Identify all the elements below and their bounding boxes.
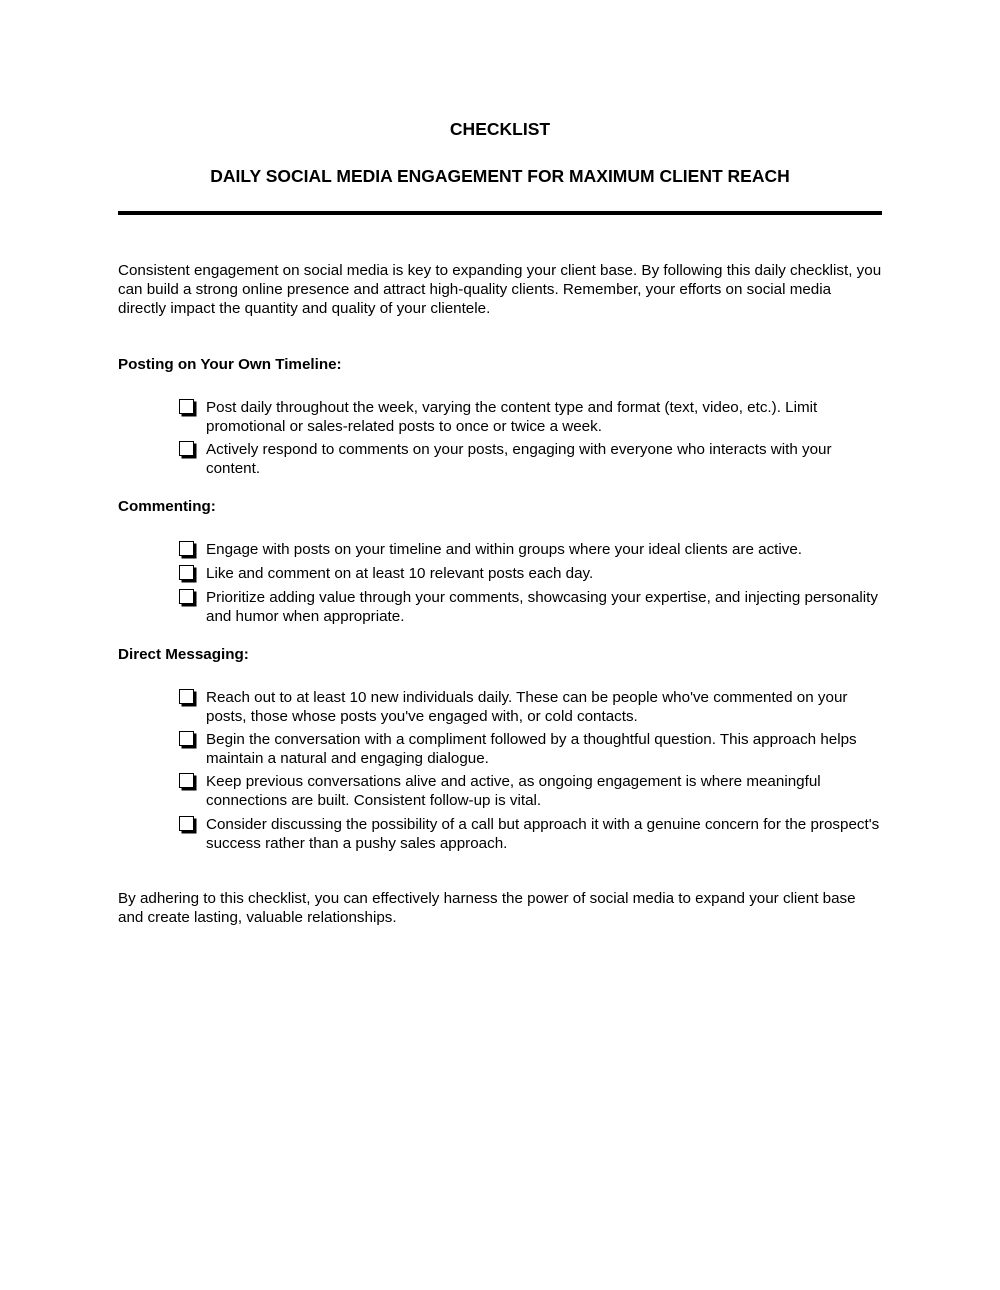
section-heading-commenting: Commenting: (118, 498, 216, 515)
empty-checkbox-icon[interactable] (179, 731, 194, 746)
checklist-item-text: Actively respond to comments on your posts, engaging with everyone who interacts with your content. (206, 441, 832, 477)
empty-checkbox-icon[interactable] (179, 589, 194, 604)
checklist-item (179, 398, 884, 436)
checklist-item-text: Post daily throughout the week, varying the content type and format (text, video, etc.). Limit promotional or sales-related posts to once or twice a week. (206, 399, 818, 435)
title-divider (118, 211, 882, 215)
checklist-item-text: Prioritize adding value through your comments, showcasing your expertise, and injecting personality and humor when appropriate. (206, 589, 878, 625)
document-title: CHECKLIST (449, 119, 551, 139)
checklist-item (179, 688, 884, 726)
empty-checkbox-icon[interactable] (179, 816, 194, 831)
intro-paragraph: Consistent engagement on social media is key to expanding your client base. By following this daily checklist, you can build a strong online presence and attract high-quality clients. Remember, your efforts on social media directly impact the quantity and quality of your clientele. (118, 262, 882, 317)
section-heading-direct-messaging: Direct Messaging: (118, 646, 249, 663)
checklist-item (179, 440, 884, 478)
checklist-item (179, 540, 884, 559)
checklist-item-text: Consider discussing the possibility of a call but approach it with a genuine concern for the prospect's success rather than a pushy sales approach. (206, 816, 880, 852)
checklist-item (179, 772, 884, 810)
section-heading-posting: Posting on Your Own Timeline: (118, 356, 342, 373)
checklist-item-text: Keep previous conversations alive and active, as ongoing engagement is where meaningful connections are built. Consistent follow-up is vital. (206, 773, 821, 809)
empty-checkbox-icon[interactable] (179, 689, 194, 704)
empty-checkbox-icon[interactable] (179, 773, 194, 788)
checklist-item-text: Begin the conversation with a compliment followed by a thoughtful question. This approach helps maintain a natural and engaging dialogue. (206, 731, 857, 767)
checklist-item-text: Reach out to at least 10 new individuals daily. These can be people who've commented on your posts, those whose posts you've engaged with, or cold contacts. (206, 689, 848, 725)
checklist-item (179, 564, 884, 583)
empty-checkbox-icon[interactable] (179, 541, 194, 556)
checklist-item (179, 815, 884, 853)
checklist-item-text: Engage with posts on your timeline and within groups where your ideal clients are active. (206, 541, 803, 558)
empty-checkbox-icon[interactable] (179, 399, 194, 414)
empty-checkbox-icon[interactable] (179, 441, 194, 456)
closing-paragraph: By adhering to this checklist, you can effectively harness the power of social media to expand your client base and create lasting, valuable relationships. (118, 890, 856, 926)
checklist-item-text: Like and comment on at least 10 relevant posts each day. (206, 565, 594, 582)
empty-checkbox-icon[interactable] (179, 565, 194, 580)
checklist-item (179, 588, 884, 626)
document-subtitle: DAILY SOCIAL MEDIA ENGAGEMENT FOR MAXIMUM CLIENT REACH (210, 166, 790, 186)
checklist-item (179, 730, 884, 768)
